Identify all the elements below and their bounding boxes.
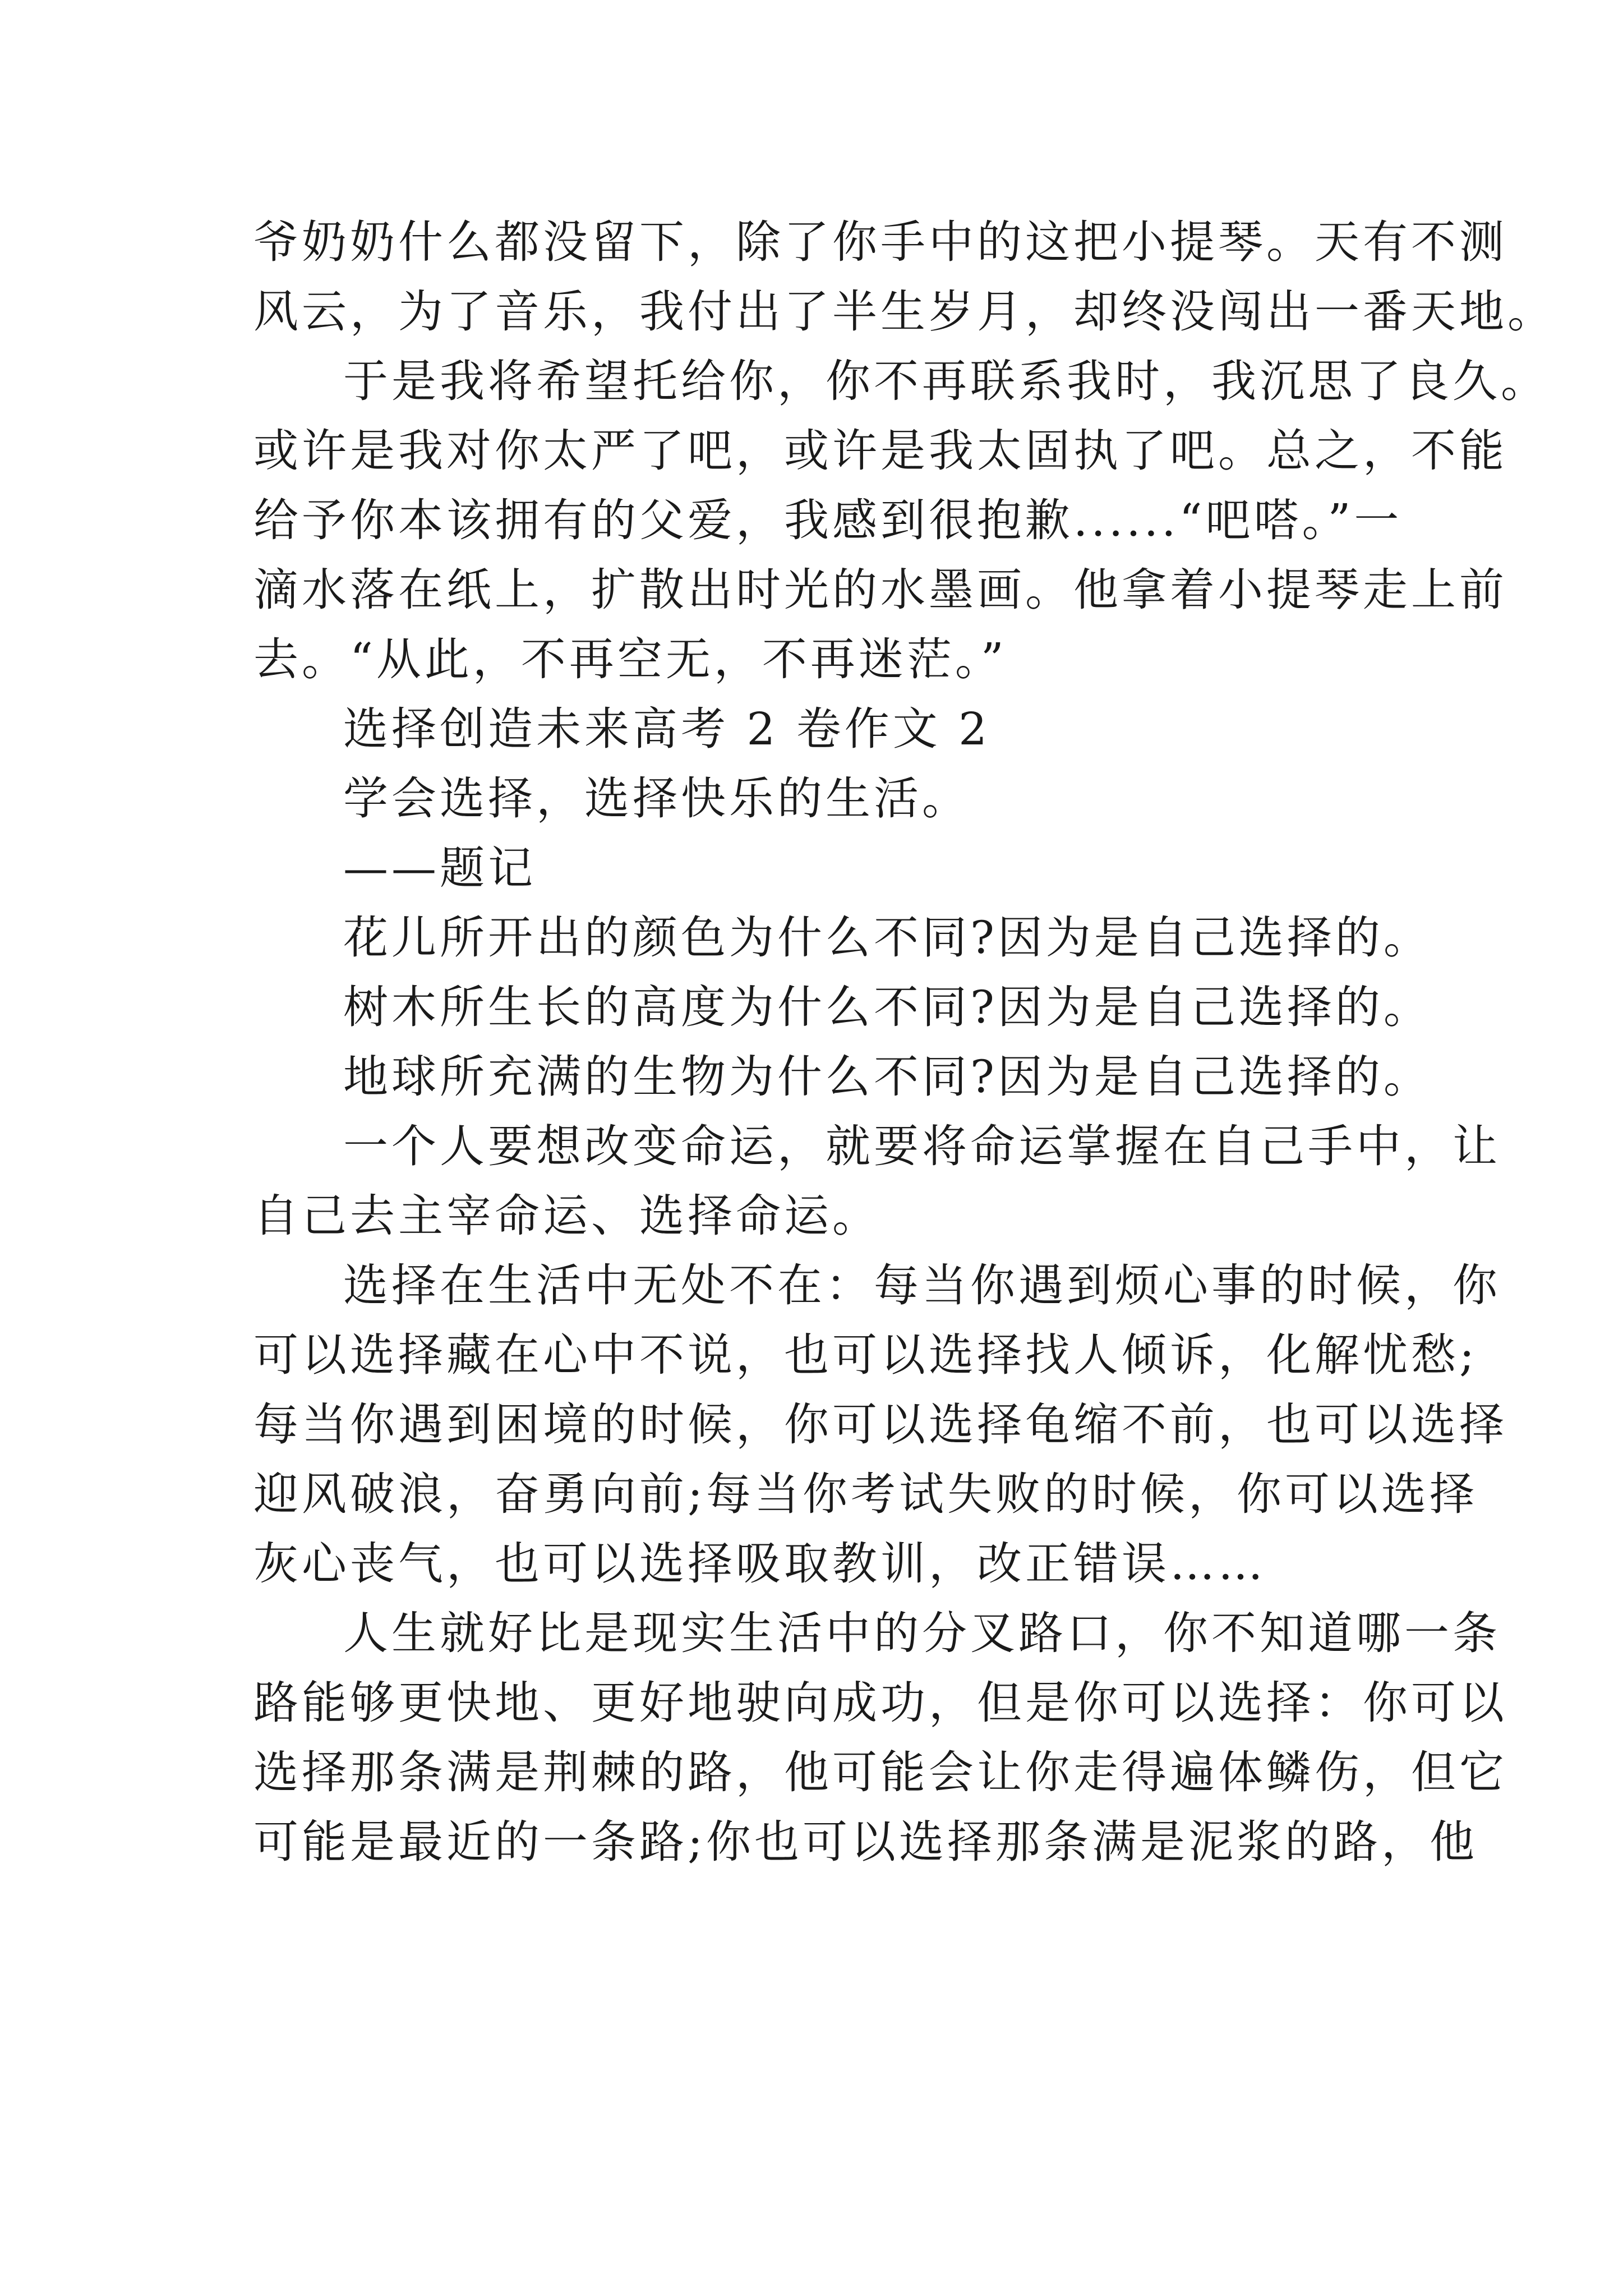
text-line: 灰心丧气，也可以选择吸取教训，改正错误…… <box>253 1538 1266 1590</box>
document-body <box>253 208 1556 1877</box>
text-line: 自己去主宰命运、选择命运。 <box>253 1190 880 1242</box>
text-line: 可以选择藏在心中不说，也可以选择找人倾诉，化解忧愁; <box>253 1329 1478 1381</box>
epigraph-attribution: ——题记 <box>343 842 536 894</box>
text-line: 风云，为了音乐，我付出了半生岁月，却终没闯出一番天地。 <box>253 286 1556 338</box>
text-line: 迎风破浪，奋勇向前;每当你考试失败的时候，你可以选择 <box>253 1468 1478 1520</box>
text-line: 每当你遇到困境的时候，你可以选择龟缩不前，也可以选择 <box>253 1398 1507 1451</box>
text-line: 爷奶奶什么都没留下，除了你手中的这把小提琴。天有不测 <box>253 216 1507 268</box>
text-line: 路能够更快地、更好地驶向成功，但是你可以选择：你可以 <box>253 1677 1507 1729</box>
text-line: 选择在生活中无处不在：每当你遇到烦心事的时候，你 <box>343 1259 1501 1312</box>
text-line: 去。“从此，不再空无，不再迷茫。” <box>253 633 1007 685</box>
text-line: 地球所充满的生物为什么不同?因为是自己选择的。 <box>343 1051 1432 1103</box>
text-line: 一个人要想改变命运，就要将命运掌握在自己手中，让 <box>343 1120 1501 1172</box>
text-line: 花儿所开出的颜色为什么不同?因为是自己选择的。 <box>343 912 1432 964</box>
text-line: 或许是我对你太严了吧，或许是我太固执了吧。总之，不能 <box>253 425 1507 477</box>
section-title: 选择创造未来高考 2 卷作文 2 <box>343 703 991 755</box>
text-line: 人生就好比是现实生活中的分叉路口，你不知道哪一条 <box>343 1607 1501 1659</box>
epigraph: 学会选择，选择快乐的生活。 <box>343 772 970 825</box>
text-line: 可能是最近的一条路;你也可以选择那条满是泥浆的路，他 <box>253 1816 1478 1868</box>
text-line: 于是我将希望托给你，你不再联系我时，我沉思了良久。 <box>343 355 1549 407</box>
text-line: 树木所生长的高度为什么不同?因为是自己选择的。 <box>343 981 1432 1033</box>
text-line: 给予你本该拥有的父爱，我感到很抱歉......“吧嗒。”一 <box>253 494 1403 546</box>
text-line: 滴水落在纸上，扩散出时光的水墨画。他拿着小提琴走上前 <box>253 564 1507 616</box>
text-line: 选择那条满是荆棘的路，他可能会让你走得遍体鳞伤，但它 <box>253 1746 1507 1798</box>
